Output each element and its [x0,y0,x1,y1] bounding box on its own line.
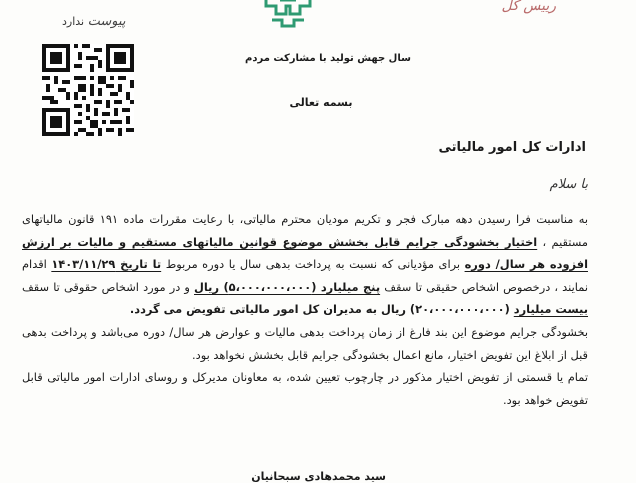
p1-deadline: تا تاریخ ۱۴۰۳/۱۱/۲۹ [51,257,162,272]
handwritten-note: رییس کل [501,0,556,14]
p1-individuals: اقدام نمایند ، درخصوص اشخاص حقیقی تا سقف [22,257,588,294]
attachment-label: پیوست [87,14,126,29]
year-slogan: سال جهش تولید با مشارکت مردم [245,53,411,64]
paragraph-1 [22,208,588,321]
signer-name: سید محمدهادی سبحانیان [251,470,386,483]
greeting: با سلام [549,177,588,192]
p1-condition: برای مؤدیانی که نسبت به پرداخت بدهی سال یا دوره مربوط [161,257,465,272]
addressee: ادارات کل امور مالیاتی [438,140,586,155]
p1-authority: اختیار بخشودگی جرایم قابل بخشش موضوع قوانین مالیاتهای مستقیم و مالیات بر ارزش افزوده هر سال/ دوره [22,234,588,272]
p1-legal-cap: بیست میلیارد [513,302,588,317]
p1-delegation: (۲۰،۰۰۰،۰۰۰،۰۰۰) ریال به مدیران کل امور مالیاتی تفویض می گردد. [129,302,514,317]
p1-legal-entities: و در مورد اشخاص حقوقی تا سقف [22,279,195,294]
basmala-heading: بسمه تعالی [289,96,353,109]
p1-individual-cap: پنج میلیارد (۵،۰۰۰،۰۰۰،۰۰۰) ریال [194,279,381,294]
tax-organization-logo-icon [262,0,314,30]
attachment-line [62,14,126,29]
attachment-value: ندارد [62,15,85,28]
paragraph-2: بخشودگی جرایم موضوع این بند فارغ از زمان پرداخت بدهی مالیات و عوارض هر سال/ دوره می‌باشد و پرداخت بدهی قبل از ابلاغ این تفویض اختیار، مانع اعمال بخشودگی جرایم قابل بخشش نخواهد بود. [22,324,588,362]
p1-intro: به مناسبت فرا رسیدن دهه مبارک فجر و تکریم مودیان محترم مالیاتی، با رعایت مقررات ماده ۱۹۱ قانون مالیاتهای مستقیم ، [22,212,588,249]
paragraph-3: تمام یا قسمتی از تفویض اختیار مذکور در چارچوب تعیین شده، به معاونان مدیرکل و روسای ادارات امور مالیاتی قابل تفویض خواهد بود. [22,370,588,407]
letter-body [22,208,588,411]
